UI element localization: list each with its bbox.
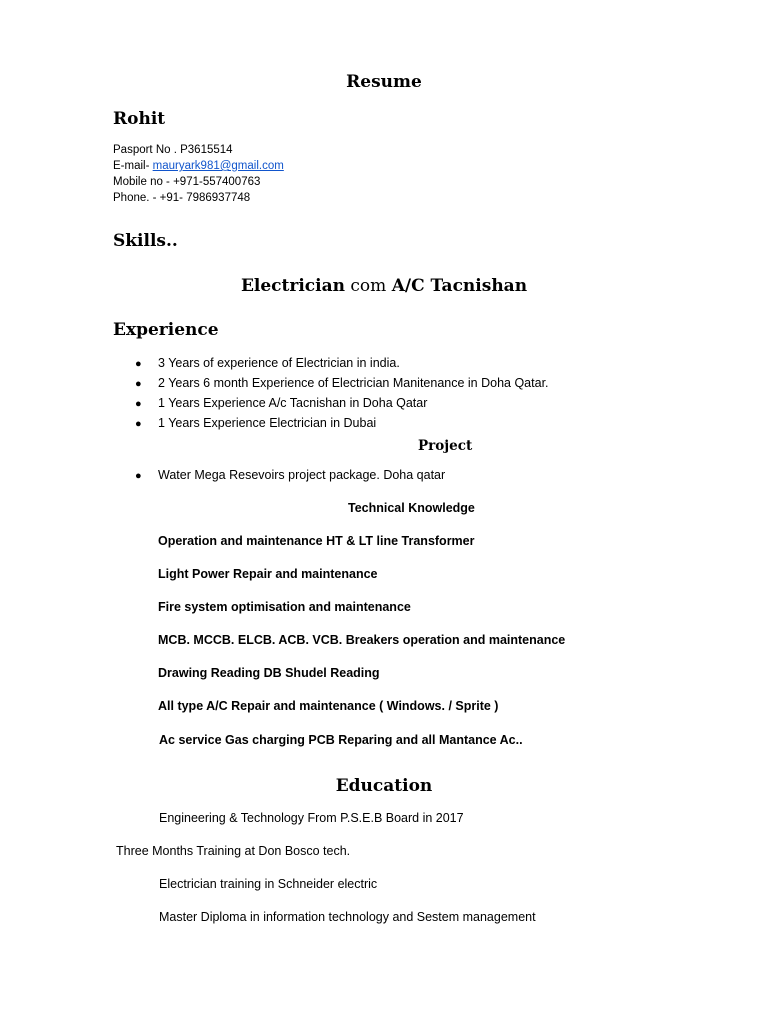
- bullet-icon: ●: [135, 418, 142, 430]
- skills-heading: Skills..: [113, 231, 178, 251]
- role-part-2: com: [350, 276, 387, 296]
- bullet-icon: ●: [135, 358, 142, 370]
- tech-item: Drawing Reading DB Shudel Reading: [158, 666, 380, 680]
- experience-item: 2 Years 6 month Experience of Electrician Manitenance in Doha Qatar.: [158, 376, 549, 390]
- page-title: Resume: [346, 72, 422, 92]
- tech-item: MCB. MCCB. ELCB. ACB. VCB. Breakers operation and maintenance: [158, 633, 566, 647]
- passport-line: Pasport No . P3615514: [113, 144, 233, 156]
- experience-heading: Experience: [113, 320, 219, 340]
- mobile-line: Mobile no - +971-557400763: [113, 176, 261, 188]
- tech-item: Light Power Repair and maintenance: [158, 567, 378, 581]
- education-item: Master Diploma in information technology and Sestem management: [159, 910, 536, 924]
- bullet-icon: ●: [135, 378, 142, 390]
- education-item: Engineering & Technology From P.S.E.B Board in 2017: [159, 811, 464, 825]
- tech-item: Ac service Gas charging PCB Reparing and all Mantance Ac..: [159, 733, 523, 747]
- candidate-name: Rohit: [113, 109, 166, 129]
- tech-item: Operation and maintenance HT & LT line Transformer: [158, 534, 475, 548]
- project-item: Water Mega Resevoirs project package. Doha qatar: [158, 468, 446, 482]
- education-item: Three Months Training at Don Bosco tech.: [116, 844, 351, 858]
- experience-item: 3 Years of experience of Electrician in india.: [158, 356, 400, 370]
- education-heading: Education: [335, 776, 433, 796]
- tech-item: Fire system optimisation and maintenance: [158, 600, 411, 614]
- education-item: Electrician training in Schneider electric: [159, 877, 378, 891]
- bullet-icon: ●: [135, 470, 142, 482]
- bullet-icon: ●: [135, 398, 142, 410]
- email-link[interactable]: mauryark981@gmail.com: [152, 160, 284, 172]
- role-line: [0, 276, 768, 296]
- tech-item: All type A/C Repair and maintenance ( Windows. / Sprite ): [158, 699, 499, 713]
- project-heading: Project: [418, 438, 473, 454]
- phone-line: Phone. - +91- 7986937748: [113, 192, 251, 204]
- experience-item: 1 Years Experience A/c Tacnishan in Doha Qatar: [158, 396, 428, 410]
- email-label: E-mail-: [113, 160, 153, 172]
- role-part-1: Electrician: [240, 276, 345, 296]
- technical-knowledge-heading: Technical Knowledge: [348, 501, 475, 515]
- experience-item: 1 Years Experience Electrician in Dubai: [158, 416, 377, 430]
- role-part-3: A/C Tacnishan: [391, 276, 528, 296]
- email-line: [113, 160, 284, 172]
